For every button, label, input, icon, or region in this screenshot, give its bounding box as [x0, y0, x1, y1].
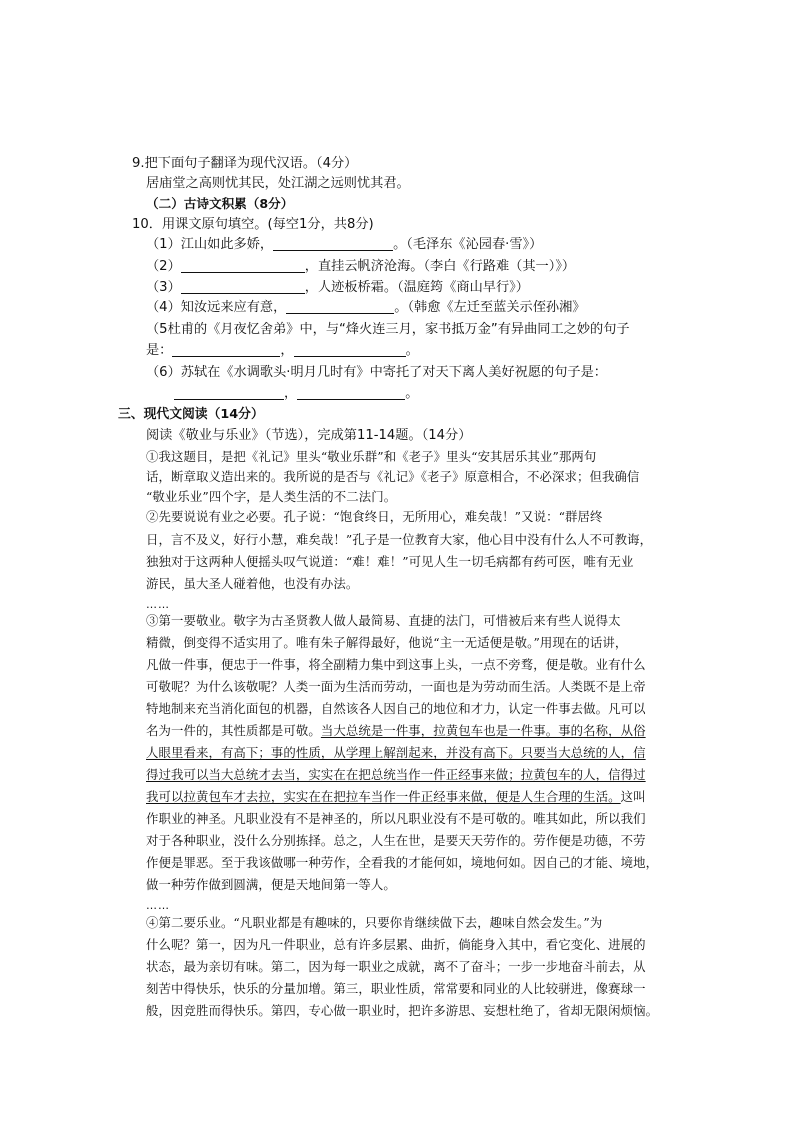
passage-line: 般，因竞胜而得快乐。第四，专心做一职业时，把许多游思、妄想杜绝了，省却无限闲烦恼。 [146, 1003, 659, 1018]
passage-line [146, 788, 646, 806]
q9-prompt: 9.把下面句子翻译为现代汉语。（4分） [132, 156, 358, 171]
answer-blank[interactable] [174, 385, 284, 400]
q10-item-2-pre: （2） [146, 259, 181, 274]
q10-item-1 [146, 236, 542, 254]
q10-prompt: 10．用课文原句填空。(每空1分，共8分) [132, 217, 374, 232]
passage-text: 名为一件的，其性质都是可敬。 [146, 723, 321, 738]
q10-item-6-end: 。 [405, 386, 419, 401]
passage-line: 精微，倒变得不适实用了。唯有朱子解得最好，他说“主一无适便是敬。”用现在的话讲， [146, 635, 628, 650]
passage-line: 话，断章取义造出来的。我所说的是否与《礼记》《老子》原意相合，不必深求；但我确信 [146, 469, 640, 484]
passage-line: 什么呢？第一，因为凡一件职业，总有许多层累、曲折，倘能身入其中，看它变化、进展的 [146, 937, 646, 952]
q10-item-5-line1: （5杜甫的《月夜忆舍弟》中，与“烽火连三月，家书抵万金”有异曲同工之妙的句子 [146, 322, 630, 337]
section3-title: 三、现代文阅读（14分） [118, 407, 264, 422]
passage-line: 可敬呢？为什么该敬呢？人类一面为生活而劳动，一面也是为劳动而生活。人类既不是上帝 [146, 679, 646, 694]
answer-blank[interactable] [181, 258, 305, 273]
passage-line: 日，言不及义，好行小慧，难矣哉！”孔子是一位教育大家，他心目中没有什么人不可教诲， [146, 532, 653, 547]
underlined-sentence: 我可以拉黄包车才去拉，实实在在把拉车当作一件正经事来做，便是人生合理的生活。 [146, 789, 621, 804]
section3-intro: 阅读《敬业与乐业》（节选），完成第11-14题。（14分） [146, 428, 472, 443]
answer-blank[interactable] [297, 385, 405, 400]
answer-blank[interactable] [181, 279, 305, 294]
q10-item-2-post: ，直挂云帆济沧海。（李白《行路难（其一）》） [304, 259, 576, 274]
passage-text: 这叫 [620, 789, 646, 804]
passage-line: 游民，虽大圣人碰着他，也没有办法。 [146, 576, 359, 591]
passage-line: 做一种劳作做到圆满，便是天地间第一等人。 [146, 877, 396, 892]
answer-blank[interactable] [273, 236, 393, 251]
q10-item-3 [146, 279, 529, 297]
q10-item-5-end: 。 [405, 343, 419, 358]
passage-line: 凡做一件事，便忠于一件事，将全副精力集中到这事上头，一点不旁骛，便是敬。业有什么 [146, 657, 646, 672]
passage-line: 特地制来充当消化面包的机器，自然该各人因自己的地位和才力，认定一件事去做。凡可以 [146, 701, 646, 716]
underlined-sentence: 当大总统是一件事，拉黄包车也是一件事。事的名称，从俗 [320, 723, 646, 738]
q10-item-4-pre: （4）知汝远来应有意， [146, 300, 287, 315]
underlined-sentence: 人眼里看来，有高下；事的性质，从学理上解剖起来，并没有高下。只要当大总统的人，信 [146, 745, 646, 760]
passage-line: ①我这题目，是把《礼记》里头“敬业乐群”和《老子》里头“安其居乐其业”那两句 [146, 449, 597, 464]
q10-item-6-line1: （6）苏轼在《水调歌头·明月几时有》中寄托了对天下离人美好祝愿的句子是： [146, 365, 607, 380]
passage-line: 状态，最为亲切有味。第二，因为每一职业之成就，离不了奋斗；一步一步地奋斗前去，从 [146, 959, 646, 974]
q10-item-6-mid: ， [284, 386, 298, 401]
q10-item-4-post: 。（韩愈《左迁至蓝关示侄孙湘》 [394, 300, 586, 315]
q10-item-1-post: 。（毛泽东《沁园春·雪》） [393, 237, 543, 252]
passage-line: ④第二要乐业。“凡职业都是有趣味的，只要你肯继续做下去，趣味自然会发生。”为 [146, 915, 603, 930]
passage-line: ②先要说说有业之必要。孔子说：“饱食终日，无所用心，难矣哉！”又说：“群居终 [146, 509, 603, 524]
passage-line: 作职业的神圣。凡职业没有不是神圣的，所以凡职业没有不是可敬的。唯其如此，所以我们 [146, 811, 646, 826]
q10-item-5-line2 [146, 342, 419, 360]
answer-blank[interactable] [294, 342, 406, 357]
q10-item-5-pre: 是： [146, 343, 173, 358]
q10-item-1-pre: （1）江山如此多娇， [146, 237, 274, 252]
q10-item-3-post: ，人迹板桥霜。（温庭筠《商山早行》） [304, 280, 529, 295]
q10-item-5-mid: ， [280, 343, 294, 358]
passage-line: 独独对于这两种人便摇头叹气说道：“难！难！”可见人生一切毛病都有药可医，唯有无业 [146, 554, 634, 569]
passage-line: “敬业乐业”四个字，是人类生活的不二法门。 [146, 489, 397, 504]
passage-line: 刻苦中得快乐，快乐的分量加增。第三，职业性质，常常要和同业的人比较骈进，像赛球一 [146, 981, 646, 996]
q9-sentence: 居庙堂之高则忧其民，处江湖之远则忧其君。 [146, 176, 410, 191]
q10-item-2 [146, 258, 575, 276]
q10-item-4 [146, 299, 585, 317]
section2-title: （二）古诗文积累（8分） [146, 196, 294, 211]
answer-blank[interactable] [172, 342, 280, 357]
ellipsis: …… [146, 899, 170, 912]
passage-line: 作便是罪恶。至于我该做哪一种劳作，全看我的才能何如，境地何如。因自己的才能、境地， [146, 855, 659, 870]
q10-item-6-line2 [174, 385, 418, 403]
underlined-sentence: 得过我可以当大总统才去当，实实在在把总统当作一件正经事来做；拉黄包车的人，信得过 [146, 767, 646, 782]
ellipsis: …… [146, 598, 170, 611]
q10-item-3-pre: （3） [146, 280, 181, 295]
passage-line [146, 722, 646, 740]
passage-line: 对于各种职业，没什么分别拣择。总之，人生在世，是要天天劳作的。劳作便是功德，不劳 [146, 833, 646, 848]
answer-blank[interactable] [286, 299, 394, 314]
passage-line: ③第一要敬业。敬字为古圣贤教人做人最简易、直捷的法门，可惜被后来有些人说得太 [146, 613, 621, 628]
